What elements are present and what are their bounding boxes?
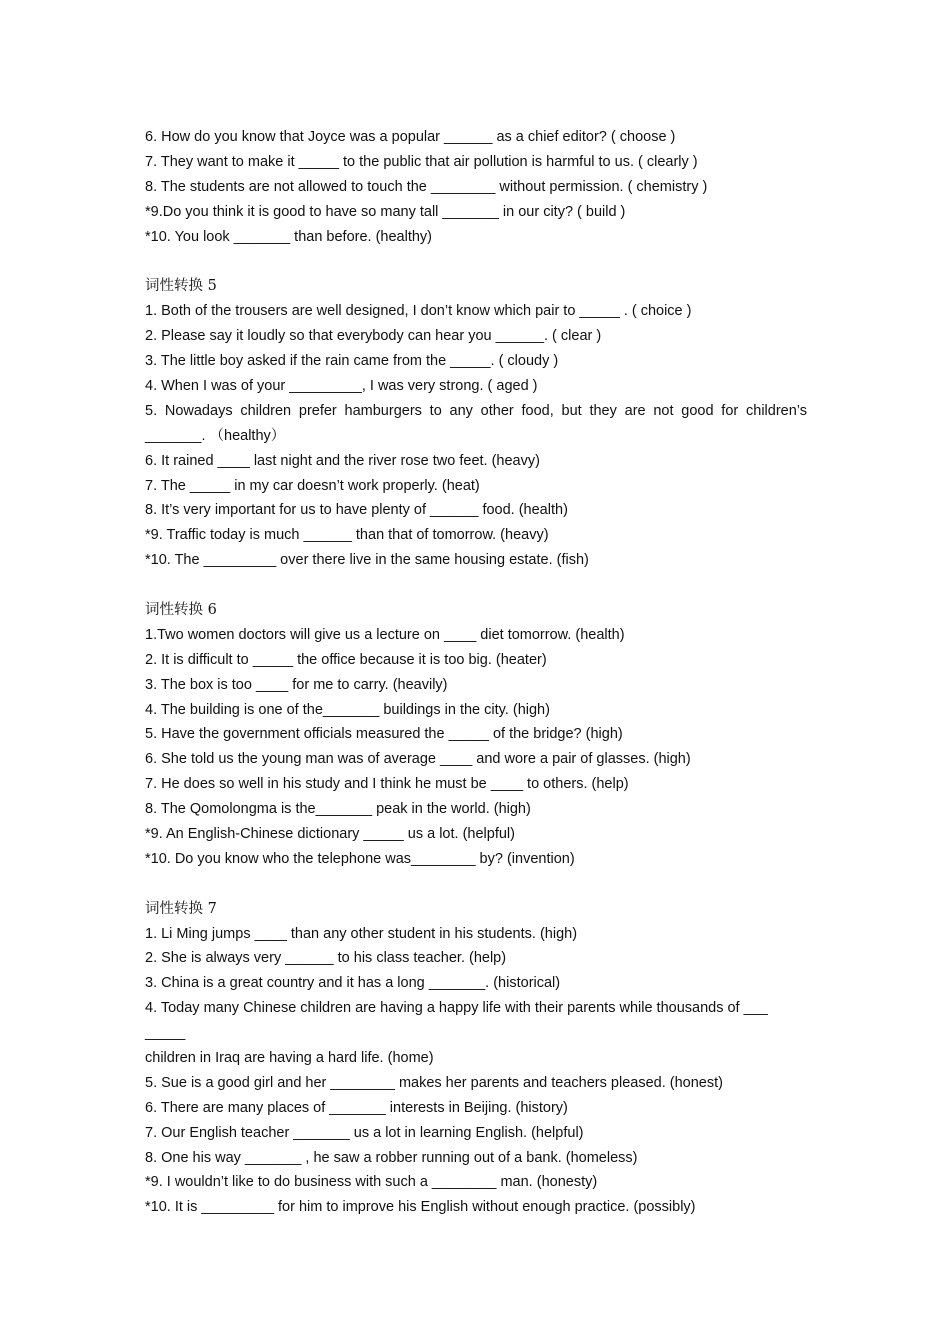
exercise-line: 3. China is a great country and it has a long _______. (historical) [145, 975, 561, 992]
spacer [145, 249, 807, 274]
intro-line-7: 7. They want to make it _____ to the public that air pollution is harmful to us. ( clearly ) [145, 153, 698, 170]
exercise-line: 7. Our English teacher _______ us a lot in learning English. (helpful) [145, 1124, 584, 1141]
section-heading-6: 词性转换 6 [145, 601, 217, 618]
exercise-line: 1. Both of the trousers are well designed, I don’t know which pair to _____ . ( choice ) [145, 303, 692, 320]
exercise-line: 1. Li Ming jumps ____ than any other student in his students. (high) [145, 925, 578, 942]
exercise-line: 5. Sue is a good girl and her ________ makes her parents and teachers pleased. (honest) [145, 1074, 723, 1091]
exercise-line: children in Iraq are having a hard life. (home) [145, 1049, 434, 1066]
exercise-line: 8. It’s very important for us to have plenty of ______ food. (health) [145, 502, 568, 519]
exercise-line: 4. When I was of your _________, I was very strong. ( aged ) [145, 377, 538, 394]
exercise-line: *9. An English-Chinese dictionary _____ us a lot. (helpful) [145, 825, 515, 842]
exercise-line: *9. Traffic today is much ______ than that of tomorrow. (heavy) [145, 527, 549, 544]
spacer [145, 872, 807, 897]
exercise-line: 6. It rained ____ last night and the river rose two feet. (heavy) [145, 452, 540, 469]
exercise-line: 8. One his way _______ , he saw a robber running out of a bank. (homeless) [145, 1149, 638, 1166]
exercise-line: 5. Nowadays children prefer hamburgers to any other food, but they are not good for children’s _______. （healthy） [145, 402, 807, 444]
section-heading-7: 词性转换 7 [145, 900, 217, 917]
exercise-line: 7. The _____ in my car doesn’t work properly. (heat) [145, 477, 480, 494]
exercise-line: 6. There are many places of _______ interests in Beijing. (history) [145, 1099, 568, 1116]
exercise-line: 2. She is always very ______ to his class teacher. (help) [145, 950, 507, 967]
exercise-line: *10. The _________ over there live in the same housing estate. (fish) [145, 552, 589, 569]
exercise-line: *9. I wouldn’t like to do business with such a ________ man. (honesty) [145, 1174, 598, 1191]
intro-line-8: 8. The students are not allowed to touch the ________ without permission. ( chemistry ) [145, 178, 708, 195]
spacer [145, 573, 807, 598]
exercise-line: 6. She told us the young man was of average ____ and wore a pair of glasses. (high) [145, 751, 691, 768]
exercise-line: 2. Please say it loudly so that everybody can hear you ______. ( clear ) [145, 328, 602, 345]
exercise-line: 1.Two women doctors will give us a lecture on ____ diet tomorrow. (health) [145, 626, 625, 643]
exercise-line: 7. He does so well in his study and I think he must be ____ to others. (help) [145, 776, 629, 793]
document-body [145, 125, 807, 1220]
exercise-line: 4. The building is one of the_______ buildings in the city. (high) [145, 701, 550, 718]
exercise-line: 5. Have the government officials measured the _____ of the bridge? (high) [145, 726, 623, 743]
exercise-line: _____ [145, 1025, 186, 1042]
exercise-line: 3. The little boy asked if the rain came from the _____. ( cloudy ) [145, 353, 559, 370]
intro-line-10: *10. You look _______ than before. (healthy) [145, 228, 433, 245]
exercise-line: *10. Do you know who the telephone was________ by? (invention) [145, 850, 575, 867]
exercise-line: *10. It is _________ for him to improve his English without enough practice. (possibly) [145, 1199, 696, 1216]
intro-line-9: *9.Do you think it is good to have so many tall _______ in our city? ( build ) [145, 203, 626, 220]
exercise-line: 2. It is difficult to _____ the office because it is too big. (heater) [145, 651, 547, 668]
exercise-line: 8. The Qomolongma is the_______ peak in the world. (high) [145, 801, 531, 818]
intro-line-6: 6. How do you know that Joyce was a popular ______ as a chief editor? ( choose ) [145, 129, 676, 145]
section-heading-5: 词性转换 5 [145, 278, 217, 295]
exercise-line: 4. Today many Chinese children are having a happy life with their parents while thousands of ___ [145, 1000, 768, 1017]
exercise-line: 3. The box is too ____ for me to carry. (heavily) [145, 676, 448, 693]
